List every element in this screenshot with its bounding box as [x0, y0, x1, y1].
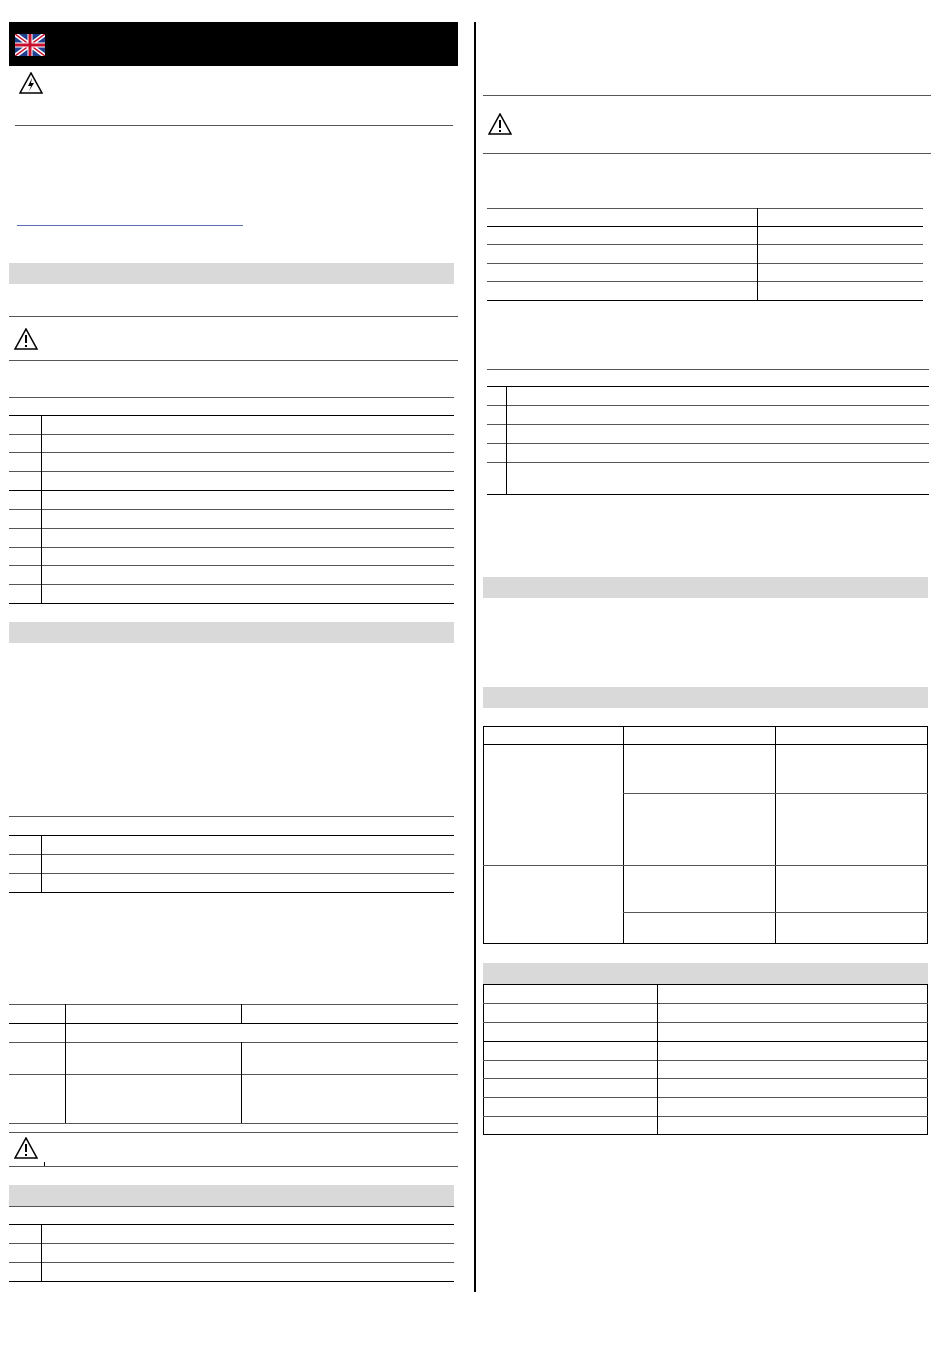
website-link[interactable] [17, 225, 243, 226]
divider [9, 360, 458, 361]
section-header-bar [483, 963, 928, 984]
warning-triangle-icon [14, 1137, 38, 1159]
high-voltage-warning-icon [19, 72, 43, 94]
document-header-band [9, 22, 458, 66]
divider [9, 1132, 458, 1133]
section-header-bar [9, 263, 454, 284]
divider [44, 1162, 45, 1166]
divider [9, 1166, 458, 1167]
warning-triangle-icon [14, 328, 38, 350]
section-header-bar [483, 687, 928, 708]
divider [15, 125, 453, 126]
section-header-bar [483, 577, 928, 598]
section-header-bar [9, 622, 454, 643]
warning-triangle-icon [488, 113, 512, 135]
section-header-bar [9, 1185, 454, 1206]
column-separator [474, 22, 476, 1292]
divider [483, 153, 931, 154]
divider [483, 95, 931, 96]
uk-flag-icon [15, 34, 45, 56]
divider [9, 316, 458, 317]
